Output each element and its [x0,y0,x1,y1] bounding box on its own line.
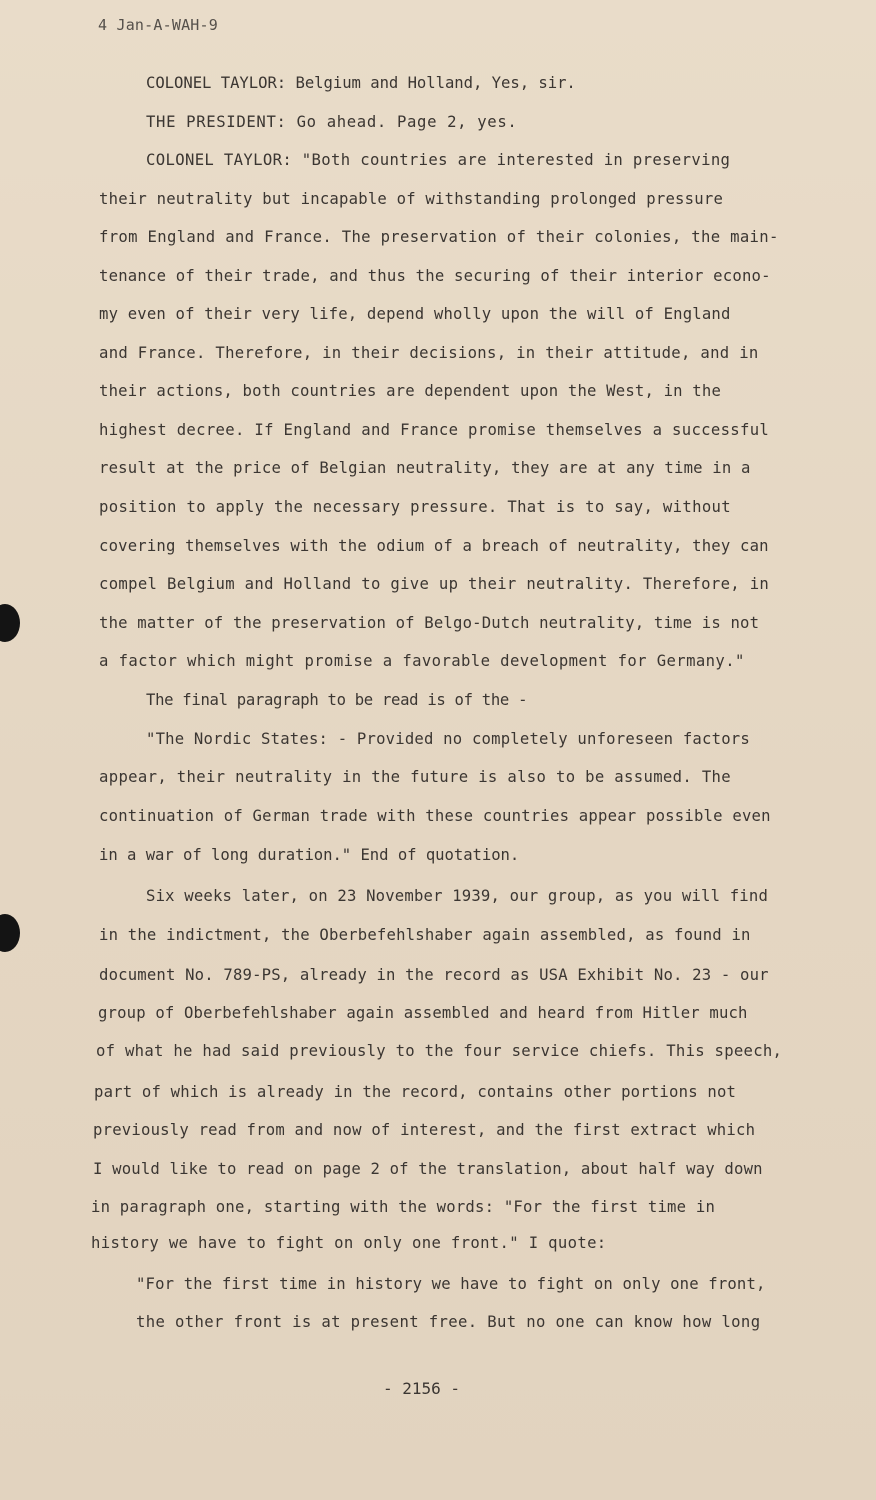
text-line: the matter of the preservation of Belgo-Dutch neutrality, time is not [99,614,760,632]
text-line: tenance of their trade, and thus the securing of their interior econo- [99,267,771,285]
text-line: COLONEL TAYLOR: Belgium and Holland, Yes, sir. [146,74,576,92]
text-line: "For the first time in history we have to fight on only one front, [136,1275,766,1293]
text-line: their neutrality but incapable of withstanding prolonged pressure [99,190,724,208]
text-line: continuation of German trade with these countries appear possible even [99,807,771,825]
text-line: in the indictment, the Oberbefehlshaber again assembled, as found in [99,926,751,944]
text-line: in a war of long duration." End of quotation. [99,846,520,864]
text-line: and France. Therefore, in their decisions, in their attitude, and in [99,344,759,362]
text-line: "The Nordic States: - Provided no completely unforeseen factors [146,730,750,748]
text-line: the other front is at present free. But no one can know how long [136,1313,761,1331]
punch-hole [0,914,20,952]
text-line: previously read from and now of interest, and the first extract which [93,1121,756,1139]
text-line: of what he had said previously to the four service chiefs. This speech, [96,1042,783,1060]
text-line: result at the price of Belgian neutrality, they are at any time in a [99,459,751,477]
text-line: THE PRESIDENT: Go ahead. Page 2, yes. [146,113,518,131]
text-line: appear, their neutrality in the future is also to be assumed. The [99,768,731,786]
text-line: document No. 789-PS, already in the record as USA Exhibit No. 23 - our [99,966,769,984]
text-line: part of which is already in the record, contains other portions not [94,1083,737,1101]
text-line: position to apply the necessary pressure. That is to say, without [99,498,731,516]
text-line: group of Oberbefehlshaber again assembled and heard from Hitler much [98,1004,748,1022]
text-line: a factor which might promise a favorable development for Germany." [99,652,745,670]
punch-hole [0,604,20,642]
text-line: in paragraph one, starting with the words: "For the first time in [91,1198,716,1216]
text-line: covering themselves with the odium of a breach of neutrality, they can [99,537,769,555]
text-line: I would like to read on page 2 of the translation, about half way down [93,1160,763,1178]
text-line: The final paragraph to be read is of the - [146,691,528,709]
page-header: 4 Jan-A-WAH-9 [98,16,218,34]
text-line: highest decree. If England and France promise themselves a successful [99,421,770,439]
text-line: Six weeks later, on 23 November 1939, our group, as you will find [146,887,769,905]
text-line: my even of their very life, depend wholly upon the will of England [99,305,731,323]
text-line: COLONEL TAYLOR: "Both countries are interested in preserving [146,151,731,169]
text-line: from England and France. The preservation of their colonies, the main- [99,228,779,246]
text-line: compel Belgium and Holland to give up their neutrality. Therefore, in [99,575,770,593]
text-line: their actions, both countries are dependent upon the West, in the [99,382,722,400]
page-number: - 2156 - [383,1379,461,1398]
text-line: history we have to fight on only one front." I quote: [91,1234,607,1252]
